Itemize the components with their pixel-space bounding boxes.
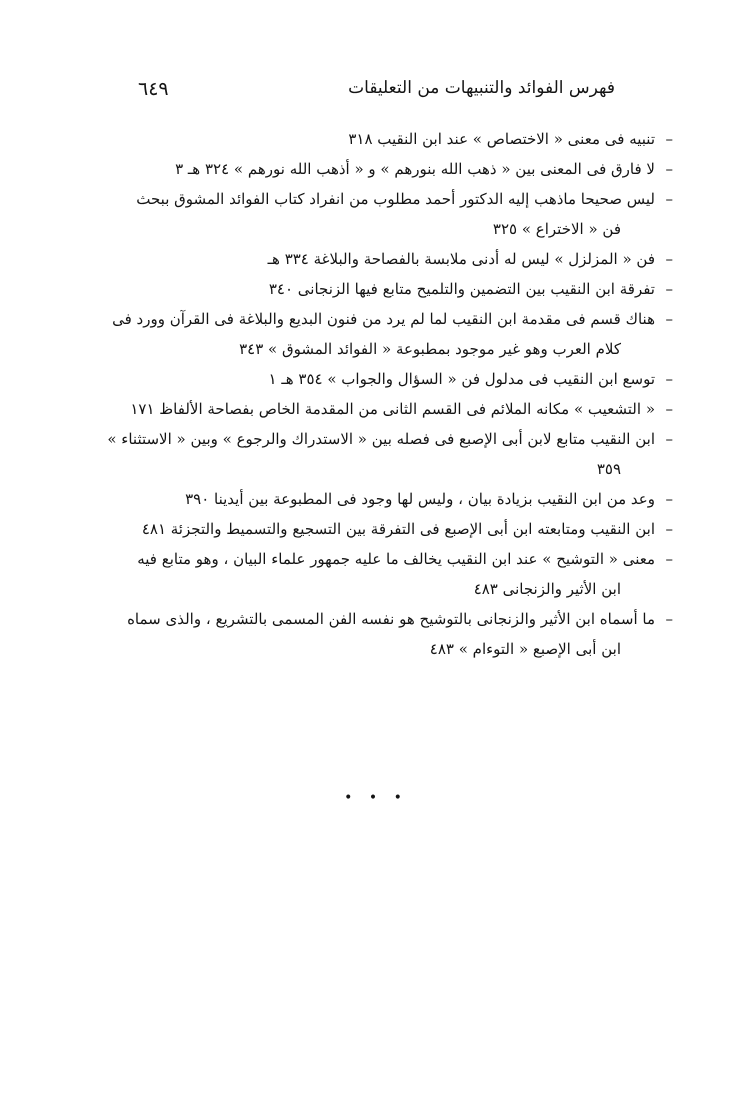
- index-entry: [118, 394, 673, 424]
- entry-line: تنبيه فى معنى « الاختصاص » عند ابن النقيب ٣١٨: [348, 130, 655, 148]
- index-entry: [107, 424, 673, 484]
- index-entry: [118, 124, 673, 154]
- entry-line: ابن النقيب متابع لابن أبى الإصبع فى فصله بين « الاستدراك والرجوع » وبين « الاستثناء »: [107, 430, 655, 448]
- entry-dash: –: [665, 130, 673, 148]
- entry-continuation-line: ٣٥٩: [596, 460, 621, 478]
- entry-dash: –: [665, 160, 673, 178]
- page-number: ٦٤٩: [138, 78, 169, 100]
- entry-line: « التشعيب » مكانه الملائم فى القسم الثانى من المقدمة الخاص بفصاحة الألفاظ ١٧١: [130, 400, 655, 418]
- entry-dash: –: [665, 550, 673, 568]
- entry-continuation-line: ابن الأثير والزنجانى ٤٨٣: [473, 580, 621, 598]
- entry-dash: –: [665, 520, 673, 538]
- section-end-ornament: • • •: [344, 790, 408, 806]
- entry-line: هناك قسم فى مقدمة ابن النقيب لما لم يرد من فنون البديع والبلاغة فى القرآن وورد فى: [112, 310, 655, 328]
- entry-line: ما أسماه ابن الأثير والزنجانى بالتوشيح هو نفسه الفن المسمى بالتشريع ، والذى سماه: [127, 610, 655, 628]
- entry-dash: –: [665, 430, 673, 448]
- index-entry: [118, 604, 673, 664]
- entry-dash: –: [665, 280, 673, 298]
- entry-line: معنى « التوشيح » عند ابن النقيب يخالف ما عليه جمهور علماء البيان ، وهو متابع فيه: [137, 550, 655, 568]
- index-entry: [118, 544, 673, 604]
- entry-dash: –: [665, 250, 673, 268]
- index-entry: [118, 484, 673, 514]
- index-entry: [118, 364, 673, 394]
- entry-line: لا فارق فى المعنى بين « ذهب الله بنورهم » و « أذهب الله نورهم » ٣٢٤ هـ ٣: [175, 160, 655, 178]
- entry-line: تفرقة ابن النقيب بين التضمين والتلميح متابع فيها الزنجانى ٣٤٠: [268, 280, 655, 298]
- index-entry: [118, 154, 673, 184]
- entry-dash: –: [665, 310, 673, 328]
- page-header: [130, 78, 615, 108]
- entry-continuation-line: فن « الاختراع » ٣٢٥: [492, 220, 621, 238]
- entry-line: توسع ابن النقيب فى مدلول فن « السؤال والجواب » ٣٥٤ هـ ١: [268, 370, 655, 388]
- entry-dash: –: [665, 490, 673, 508]
- index-entries: [107, 124, 673, 664]
- entry-dash: –: [665, 610, 673, 628]
- index-entry: [118, 184, 673, 244]
- entry-line: ابن النقيب ومتابعته ابن أبى الإصبع فى التفرقة بين التسجيع والتسميط والتجزئة ٤٨١: [141, 520, 655, 538]
- entry-dash: –: [665, 370, 673, 388]
- index-entry: [118, 244, 673, 274]
- entry-line: فن « المزلزل » ليس له أدنى ملابسة بالفصاحة والبلاغة ٣٣٤ هـ: [267, 250, 655, 268]
- index-entry: [118, 274, 673, 304]
- entry-line: ليس صحيحا ماذهب إليه الدكتور أحمد مطلوب من انفراد كتاب الفوائد المشوق ببحث: [136, 190, 655, 208]
- entry-dash: –: [665, 190, 673, 208]
- index-entry: [118, 514, 673, 544]
- entry-continuation-line: ابن أبى الإصبع « التوءام » ٤٨٣: [429, 640, 621, 658]
- entry-continuation-line: كلام العرب وهو غير موجود بمطبوعة « الفوائد المشوق » ٣٤٣: [239, 340, 621, 358]
- running-title: فهرس الفوائد والتنبيهات من التعليقات: [348, 78, 615, 98]
- index-entry: [112, 304, 673, 364]
- entry-dash: –: [665, 400, 673, 418]
- entry-line: وعد من ابن النقيب بزيادة بيان ، وليس لها وجود فى المطبوعة بين أيدينا ٣٩٠: [185, 490, 655, 508]
